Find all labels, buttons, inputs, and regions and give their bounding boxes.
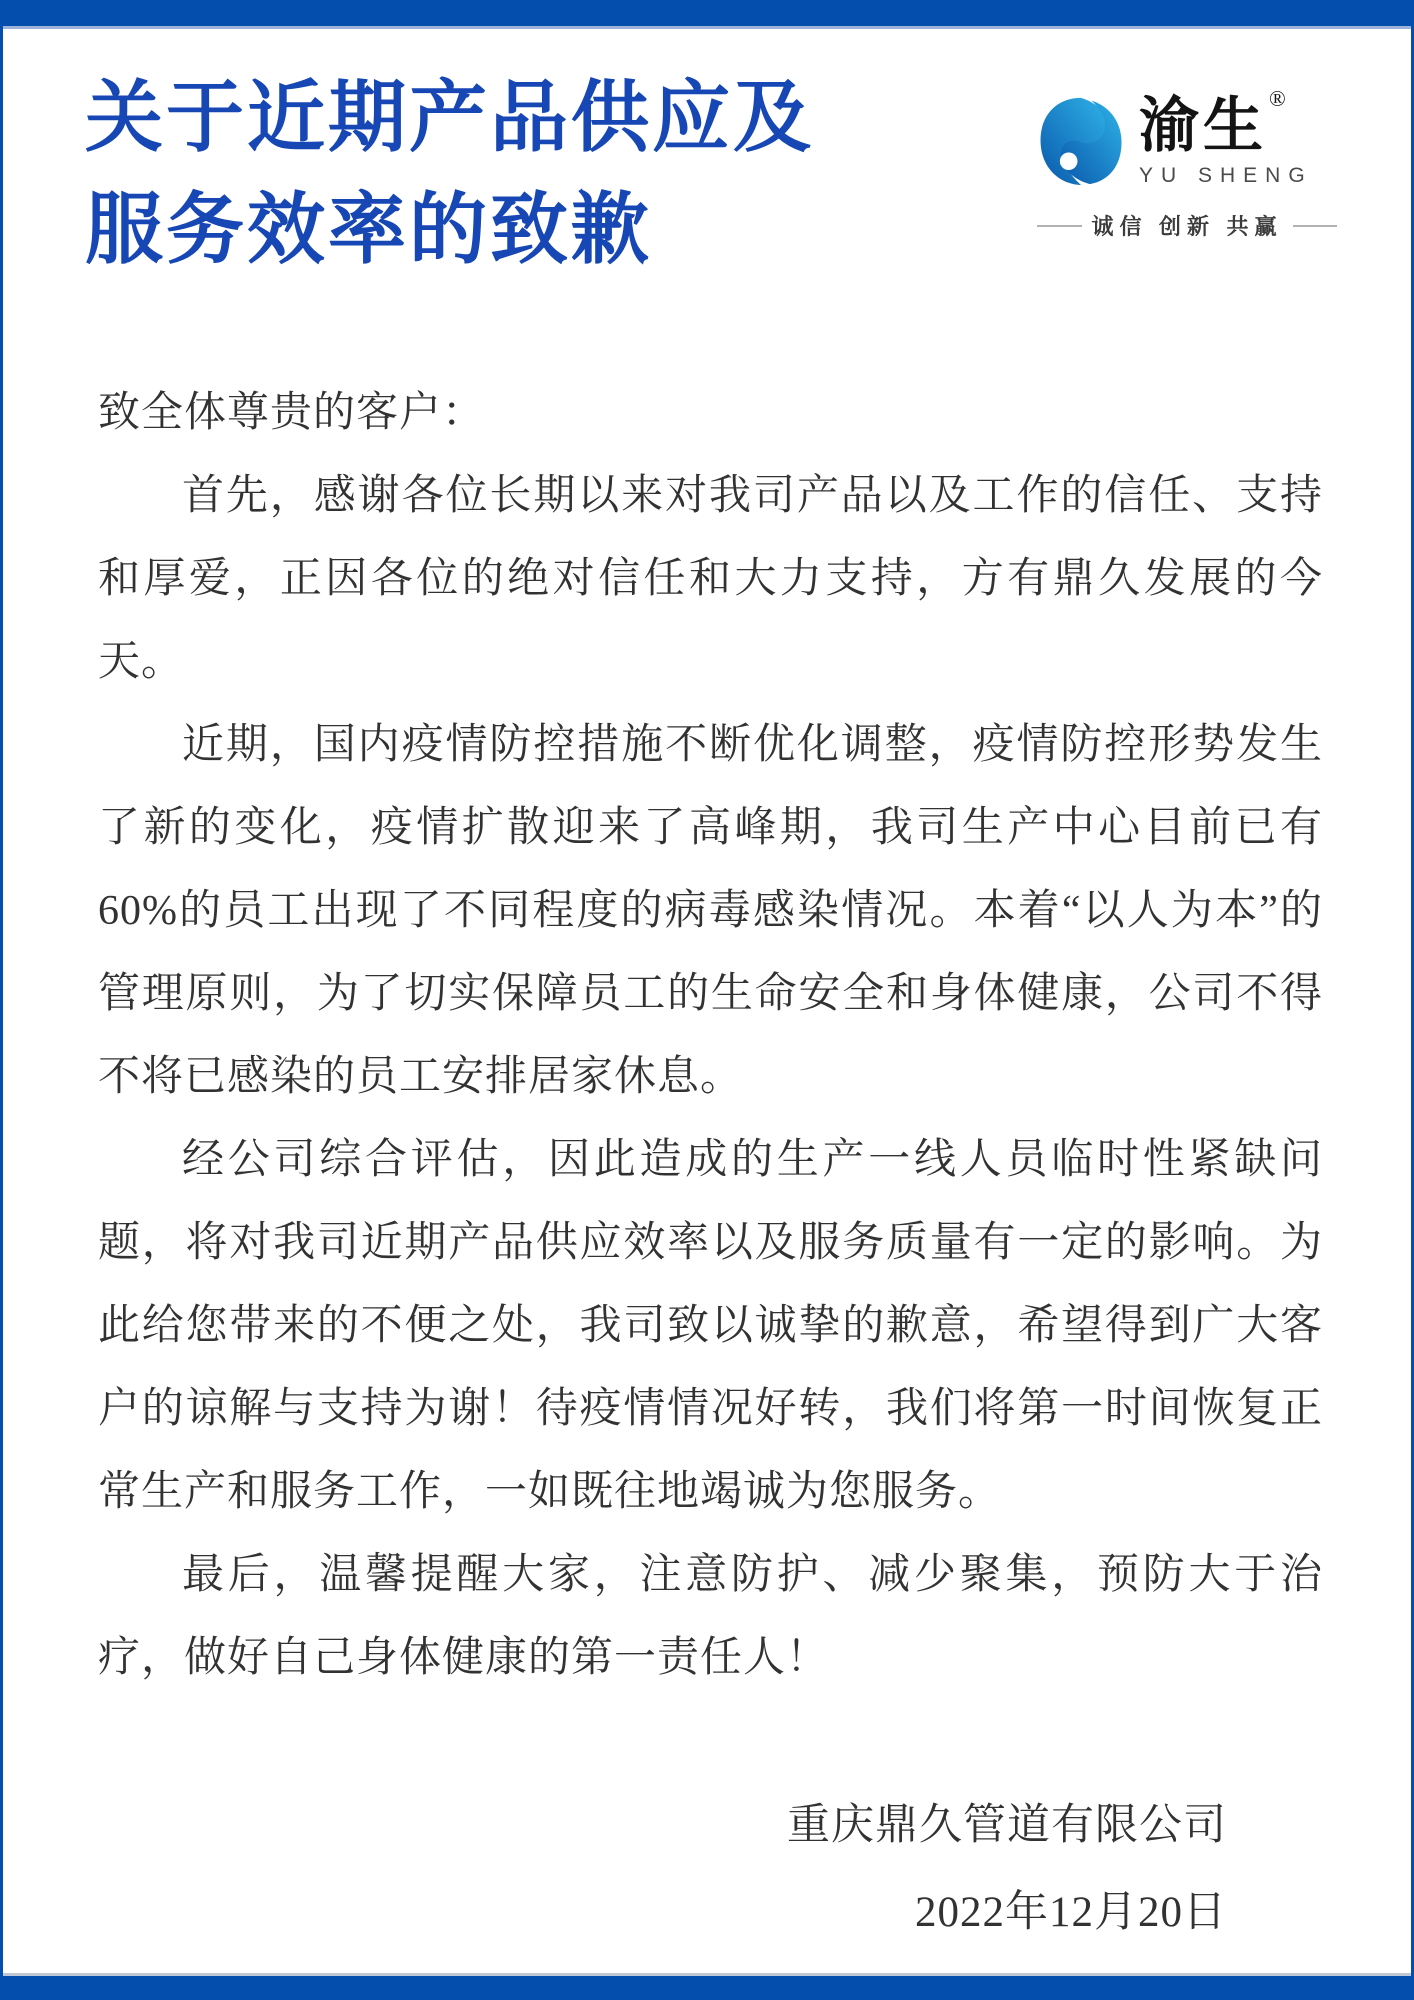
logo-slogan-text: 诚信 创新 共赢 [1091, 214, 1283, 239]
letter-header [3, 0, 1411, 286]
signature-date: 2022年12月20日 [915, 1889, 1227, 1936]
yusheng-swirl-icon [1037, 94, 1125, 188]
salutation: 致全体尊贵的客户： [98, 390, 486, 436]
slogan-left-rule [1037, 225, 1082, 227]
company-logo [1037, 86, 1337, 241]
signature-block [98, 1782, 1323, 1956]
letter-body [3, 372, 1411, 1956]
logo-name-en: YU SHENG [1139, 164, 1313, 187]
logo-slogan-row [1037, 210, 1337, 241]
bottom-blue-bar [0, 1973, 1414, 2000]
logo-name-row [1037, 86, 1337, 188]
page-title-line2: 服务效率的致歉 [85, 186, 653, 273]
logo-name-cn: 渝生 [1139, 93, 1267, 159]
page-title-line1: 关于近期产品供应及 [85, 74, 815, 161]
paragraph-2: 近期，国内疫情防控措施不断优化调整，疫情防控形势发生了新的变化，疫情扩散迎来了高峰期，我司生产中心目前已有60%的员工出现了不同程度的病毒感染情况。本着“以人为本”的管理原则，为了切实保障员工的生命安全和身体健康，公司不得不将已感染的员工安排居家休息。 [98, 722, 1323, 1100]
logo-names [1139, 86, 1313, 188]
paragraph-1: 首先，感谢各位长期以来对我司产品以及工作的信任、支持和厚爱，正因各位的绝对信任和大力支持，方有鼎久发展的今天。 [98, 473, 1323, 685]
signature-company: 重庆鼎久管道有限公司 [787, 1802, 1227, 1849]
paragraph-4: 最后，温馨提醒大家，注意防护、减少聚集，预防大于治疗，做好自己身体健康的第一责任人！ [98, 1552, 1323, 1681]
registered-mark-icon: ® [1269, 86, 1286, 111]
paragraph-3: 经公司综合评估，因此造成的生产一线人员临时性紧缺问题，将对我司近期产品供应效率以及服务质量有一定的影响。为此给您带来的不便之处，我司致以诚挚的歉意，希望得到广大客户的谅解与支持为谢！待疫情情况好转，我们将第一时间恢复正常生产和服务工作，一如既往地竭诚为您服务。 [98, 1137, 1323, 1515]
slogan-right-rule [1293, 225, 1338, 227]
